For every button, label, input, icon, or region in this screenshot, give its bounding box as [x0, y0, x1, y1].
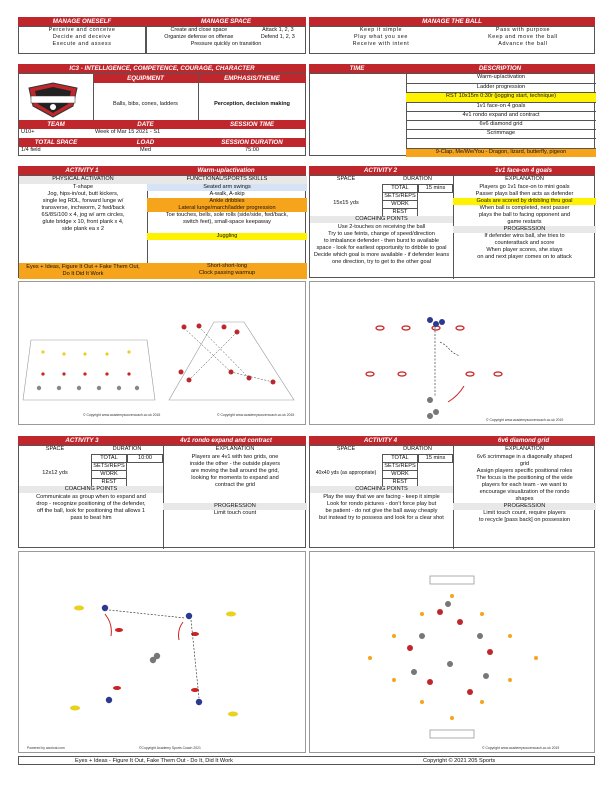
coaching-line: Communicate as group when to expand and — [36, 494, 146, 500]
coaching-line: Try to use feints, change of speed/direction — [328, 231, 435, 237]
total-value: 15 mins — [418, 184, 453, 193]
explanation-label: EXPLANATION — [505, 446, 544, 452]
space-label: SPACE — [336, 176, 356, 182]
explanation-line: Assign players specific positional roles — [476, 468, 573, 474]
schedule-row: RST 10x15m 0:30r (jogging start, technique) — [406, 92, 596, 101]
work-label: WORK — [382, 470, 418, 479]
work-label: WORK — [91, 470, 127, 479]
functional-label: FUNCTIONAL/SPORTS SKILLS — [147, 176, 307, 184]
manage-oneself-box — [18, 26, 146, 54]
activity2-diagram — [309, 281, 595, 425]
schedule-row: 4v1 rondo expand and contract — [406, 111, 596, 120]
duration-label: DURATION — [403, 446, 432, 452]
functional-line — [147, 226, 307, 233]
space-left-line: Create and close space — [170, 27, 228, 33]
activity2-title: 1v1 face-on 4 goals — [452, 166, 595, 175]
functional-line: Ankle dribbles — [147, 198, 307, 205]
coaching-label: COACHING POINTS — [19, 486, 163, 493]
activity3-title: 4v1 rondo expand and contract — [146, 436, 306, 445]
ball-left-line: Play what you see — [354, 34, 408, 40]
explanation-line: The focus is the positioning of the wide — [476, 475, 573, 481]
explanation-line: players for each team - we want to — [481, 482, 568, 488]
physical-label: PHYSICAL ACTIVATION — [19, 176, 147, 184]
space-bottom-line: Pressure quickly on transition — [190, 41, 262, 47]
explanation-list — [453, 184, 596, 261]
activity3-copyright: ©Copyright Academy Sports Coach 2021 — [139, 746, 201, 750]
coaching-line: Look for rondo pictures - don't force play but — [326, 501, 437, 507]
explanation-label: EXPLANATION — [215, 446, 255, 452]
footer-motto: Eyes + Ideas - Figure It Out, Fake Them Out - Do It, Did It Work — [75, 758, 233, 764]
activity1-title: Warm-up/activation — [146, 166, 306, 175]
rest-label: REST — [91, 478, 127, 487]
physical-list — [19, 184, 147, 233]
ball-right-line: Pass with purpose — [495, 27, 551, 33]
physical-line: side plank ea x 2 — [62, 226, 104, 232]
ball-right-line: Advance the ball — [498, 41, 548, 47]
load-label: LOAD — [93, 138, 198, 147]
coaching-label: COACHING POINTS — [310, 486, 453, 493]
emphasis-value: Perception, decision making — [214, 101, 290, 107]
session-info-box — [18, 73, 306, 156]
date-label: DATE — [93, 120, 198, 129]
work-label: WORK — [382, 200, 418, 209]
coaching-line: to imbalance defender - then burst to available — [323, 238, 440, 244]
explanation-line: Players are 4v1 with two grids, one — [191, 454, 279, 460]
coaching-line: space - look for earliest opportunity to dribble to goal — [316, 245, 447, 251]
coaching-line: be patient - do not give the ball away cheaply — [325, 508, 438, 514]
sets-label: SETS/REPS — [382, 462, 418, 471]
activity4-diagram — [309, 551, 595, 753]
space-right-line: Defend 1, 2, 3 — [260, 34, 295, 40]
physical-line: Jog, hips-in/out, butt kickers, — [47, 191, 119, 197]
coaching-line: Decide which goal is more available - if defender leans — [313, 252, 450, 258]
space-label: SPACE — [336, 446, 356, 452]
physical-line: 6S/8S/100 x 4, jog w/ arm circles, — [41, 212, 125, 218]
activity3-table — [18, 445, 306, 548]
club-logo — [23, 80, 83, 120]
powered-by: Powered by accrical.com — [27, 746, 65, 750]
space-label: SPACE — [45, 446, 65, 452]
explanation-list — [163, 454, 307, 517]
date-value: Week of Mar 15 2021 - S1 — [95, 129, 161, 135]
sets-label: SETS/REPS — [91, 462, 127, 471]
oneself-line: Perceive and conceive — [48, 27, 116, 33]
progression-line: on and next player comes on to attack — [477, 254, 572, 260]
schedule-row: 9-Clap, Me/We/You - Dragon, lizard, butterfly, pigeon — [406, 148, 596, 157]
activity3-diagram — [18, 551, 306, 753]
activity2-copyright: © Copyright www.academysoccercoach.co.uk 2019 — [486, 418, 564, 422]
load-value: Med — [140, 147, 151, 153]
ball-left-line: Receive with intent — [352, 41, 410, 47]
activity1-extra — [147, 263, 307, 279]
emphasis-label: EMPHASIS/THEME — [198, 74, 306, 83]
ball-right-line: Keep and move the ball — [488, 34, 558, 40]
explanation-line: inside the other - the outside players — [189, 461, 281, 467]
activity2-label: ACTIVITY 2 — [309, 166, 452, 175]
coaching-list — [310, 224, 453, 266]
manage-ball-box — [309, 26, 595, 54]
team-value: U10+ — [21, 129, 35, 135]
manage-oneself-header: MANAGE ONESELF — [18, 17, 146, 26]
activity4-title: 6v6 diamond grid — [452, 436, 595, 445]
explanation-line: When ball is completed, next passer — [479, 205, 570, 211]
equipment-value: Balls, bibs, cones, ladders — [113, 101, 178, 107]
functional-line: Toe touches, bells, sole rolls (side/side, fwd/back, — [165, 212, 289, 218]
total-label: TOTAL — [382, 454, 418, 463]
coaching-line: Use 2-touches on receiving the ball — [337, 224, 426, 230]
progression-line: to recycle [pass back] on possession — [478, 517, 571, 523]
footer-copyright: Copyright © 2021 205 Sports — [423, 758, 496, 764]
manage-ball-header: MANAGE THE BALL — [309, 17, 595, 26]
progression-label: PROGRESSION — [163, 503, 307, 510]
coaching-line: pass to beat him — [70, 515, 112, 521]
space-left-line: Organize defense on offense — [164, 34, 234, 40]
coaching-list — [310, 494, 453, 522]
coaching-label: COACHING POINTS — [310, 216, 453, 223]
functional-list — [147, 184, 307, 240]
explanation-line: counterattack and score — [494, 240, 555, 246]
ball-left-line: Keep it simple — [359, 27, 403, 33]
explanation-list — [453, 454, 596, 524]
extra-line: Short-short-long — [206, 263, 248, 269]
space-value: 40x40 yds (as appropriate) — [315, 470, 377, 476]
extra-line: Clock passing warmup — [198, 270, 256, 276]
rest-label: REST — [382, 208, 418, 217]
functional-line: Seated arm swings — [147, 184, 307, 191]
physical-line: T-shape — [72, 184, 94, 190]
activity1-table — [18, 175, 306, 278]
explanation-line: shapes — [515, 496, 534, 502]
activity1-motto: Eyes + Ideas, Figure It Out + Fake Them Out, Do It Did It Work — [19, 263, 147, 279]
activity3-label: ACTIVITY 3 — [18, 436, 146, 445]
progression-label: PROGRESSION — [453, 226, 596, 233]
activity4-copyright: © Copyright www.academysoccercoach.co.uk 2019 — [482, 746, 560, 750]
coaching-line: off the ball, look for positioning that allows 1 — [36, 508, 146, 514]
duration-label: DURATION — [403, 176, 432, 182]
explanation-line: grid — [519, 461, 530, 467]
functional-line: switch feet), small-space keepaway — [183, 219, 271, 225]
functional-line: A-walk, A-skip — [209, 191, 245, 197]
activity4-label: ACTIVITY 4 — [309, 436, 452, 445]
rest-label: REST — [382, 478, 418, 487]
total-space-label: TOTAL SPACE — [19, 138, 93, 147]
space-value: 12x12 yds — [42, 470, 68, 476]
manage-space-box — [146, 26, 306, 54]
total-space-value: 1/4 field — [21, 147, 41, 153]
activity4-table — [309, 445, 595, 548]
schedule-row: 1v1 face-on 4 goals — [406, 102, 596, 111]
coaching-line: but instead try to possess and look for a clear shot — [319, 515, 444, 521]
schedule-row: Warm-up/activation — [477, 74, 525, 80]
oneself-line: Execute and assess — [52, 41, 112, 47]
sets-label: SETS/REPS — [382, 192, 418, 201]
space-right-line: Attack 1, 2, 3 — [262, 27, 294, 33]
coaching-line: one direction, try to get to the other goal — [332, 259, 431, 265]
footer-bar — [18, 756, 595, 765]
coaching-line: drop - recognize positioning of the defender, — [36, 501, 146, 507]
physical-line: single leg RDL, forward lunge w/ — [42, 198, 124, 204]
explanation-line: 6v6 scrimmage in a diagonally shaped — [476, 454, 573, 460]
explanation-line: encourage visualization of the rondo — [479, 489, 570, 495]
explanation-line: Passer plays ball then acts as defender — [475, 191, 574, 197]
activity1-label: ACTIVITY 1 — [18, 166, 146, 175]
ic3-header: IC3 - INTELLIGENCE, COMPETENCE, COURAGE, CHARACTER — [18, 64, 306, 73]
oneself-line: Decide and deceive — [52, 34, 112, 40]
explanation-line: looking for moments to expand and — [191, 475, 279, 481]
explanation-line: contract the grid — [214, 482, 256, 488]
explanation-line: Goals are scored by dribbling thru goal — [453, 198, 596, 205]
functional-line: Juggling — [147, 233, 307, 240]
explanation-line: If defender wins ball, she tries to — [484, 233, 565, 239]
description-label: DESCRIPTION — [405, 64, 595, 73]
equipment-label: EQUIPMENT — [93, 74, 198, 83]
schedule-row — [406, 138, 596, 147]
total-label: TOTAL — [91, 454, 127, 463]
duration-value: 75:00 — [245, 147, 259, 153]
session-duration-label: SESSION DURATION — [198, 138, 306, 147]
duration-label: DURATION — [112, 446, 142, 452]
explanation-line: are moving the ball around the grid, — [190, 468, 279, 474]
total-value: 15 mins — [418, 454, 453, 463]
schedule-table — [309, 73, 595, 156]
total-value: 10:00 — [127, 454, 163, 463]
space-value: 15x15 yds — [333, 200, 359, 206]
team-label: TEAM — [19, 120, 93, 129]
activity1-copyright-right: © Copyright www.academysoccercoach.co.uk 2015 — [217, 413, 295, 417]
explanation-label: EXPLANATION — [505, 176, 544, 182]
activity2-table — [309, 175, 595, 278]
progression-label: PROGRESSION — [453, 503, 596, 510]
activity1-copyright-left: © Copyright www.academysoccercoach.co.uk 2015 — [83, 413, 161, 417]
physical-line: glute bridge x 10, front plank x 4, — [42, 219, 124, 225]
manage-space-header: MANAGE SPACE — [146, 17, 306, 26]
schedule-row: Scrimmage — [406, 129, 596, 138]
functional-line: Lateral lunge/march/ladder progression — [147, 205, 307, 212]
coaching-list — [19, 494, 163, 522]
explanation-line: Players go 1v1 face-on to mini goals — [479, 184, 570, 190]
total-label: TOTAL — [382, 184, 418, 193]
schedule-rows — [406, 74, 596, 157]
physical-line: transverse, inchworm, 2 fwd/back — [41, 205, 125, 211]
coaching-line: Play the way that we are facing - keep it simple — [323, 494, 440, 500]
explanation-line: plays the ball to facing opponent and — [478, 212, 571, 218]
activity1-diagram — [18, 281, 306, 425]
progression-line: Limit touch count — [213, 510, 257, 516]
schedule-row: Ladder progression — [406, 83, 596, 92]
explanation-line: game restarts — [507, 219, 542, 225]
time-label: TIME — [309, 64, 405, 73]
progression-line: When player scores, she stays — [486, 247, 563, 253]
schedule-row: 6v6 diamond grid — [406, 120, 596, 129]
progression-line: Limit touch count, require players — [483, 510, 566, 516]
session-time-label: SESSION TIME — [198, 120, 306, 129]
